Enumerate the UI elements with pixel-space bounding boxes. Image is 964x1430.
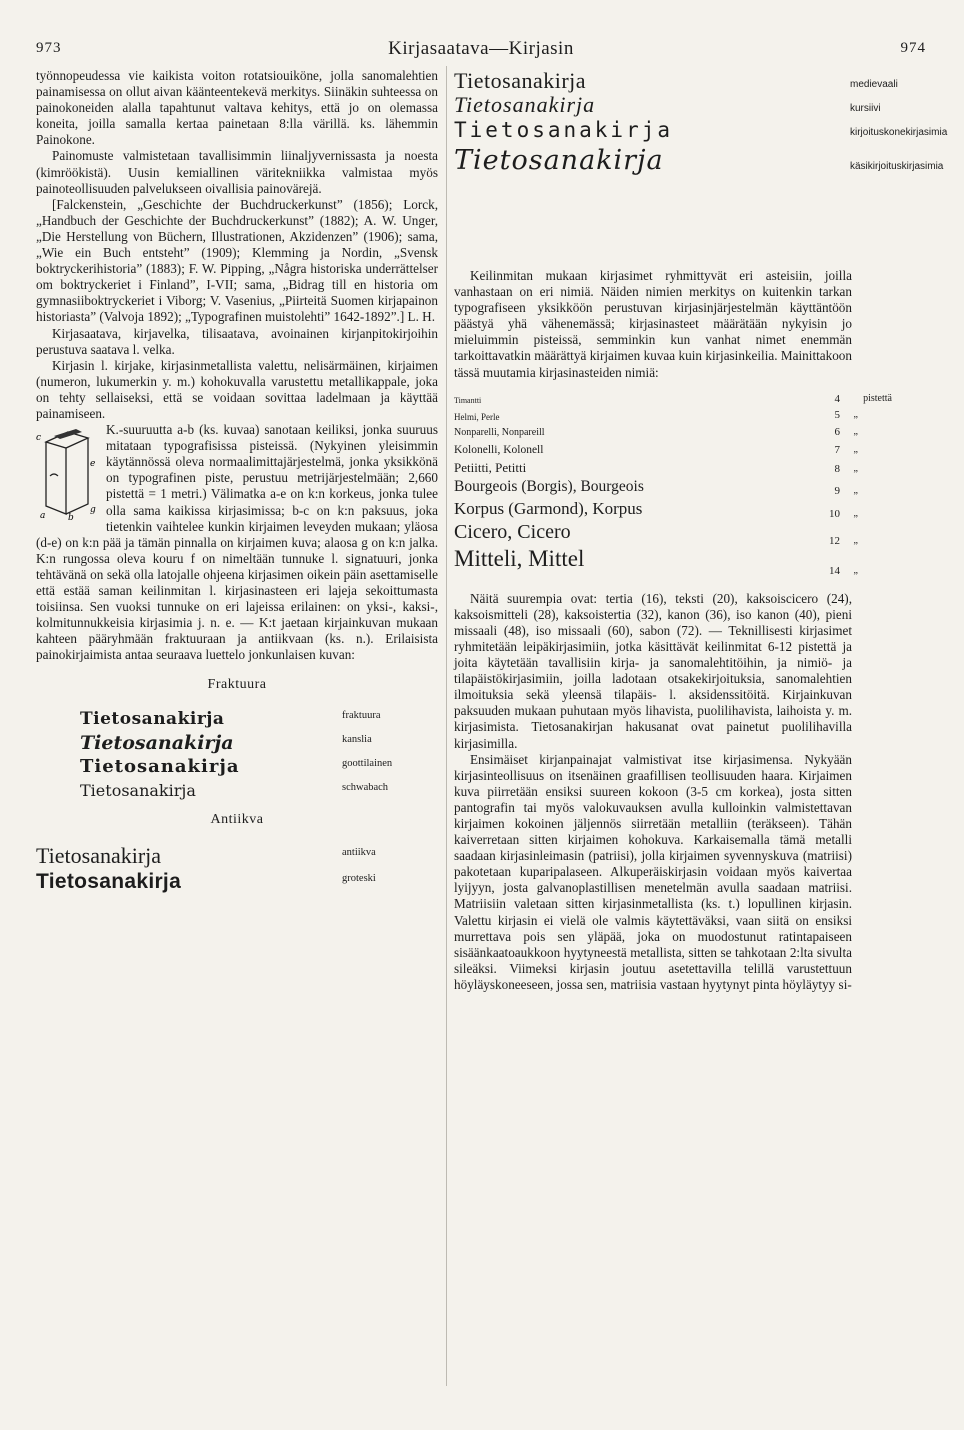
- size-points: 14: [829, 564, 840, 577]
- svg-text:g: g: [90, 505, 96, 516]
- fraktuura-heading: Fraktuura: [207, 677, 267, 693]
- kirjoituskone-sample: [454, 118, 948, 142]
- paragraph-type-parts: K.-suuruutta a-b (ks. kuvaa) sanotaan keiliksi, jonka suuruus mitataan typografisissa pisteissä. (Nykyinen yleisimmin käytännössä oleva normaalimittajärjestelmä, jonka yksikkönä on typografinen piste, perustuu metrijärjestelmään; 2,660 pistettä = 1 metri.) Välimatka a-e on k:n korkeus, jonka tulee olla sama kaikissa kirjasimissa; b-c on k:n paksuus, joka tietenkin vaihtelee kunkin kirjaimen leveyden mukaan; yläosa (d-e) on k:n pää ja tämän pinnalla on kirjaimen kuva; alaosa g on k:n jalka. K:n rungossa oleva kouru f on nimeltään tunnuke l. signatuuri, jonka tehtävänä on sekä olla latojalle ohjeena kirjasimen oikein päin asettamiselle että estää saman keilinmitan l. kirjasinasteen eri lajeja sekoittumasta toisiinsa. Sen vuoksi tunnuke on eri lajeissa erilainen: on yksi-, kaksi-, kolmitunnukkeisia kirjasimia j. n. e. — K:t jaetaan kirjainkuvan mukaan kahteen pääryhmään fraktuuraan ja antiikvaan (ks. n.). Erilaisista painokirjaimista antaa seuraava luettelo jonkunlaisen kuvan:: [36, 422, 438, 663]
- size-unit: „: [853, 507, 858, 519]
- size-label: Korpus (Garmond), Korpus: [454, 498, 643, 518]
- right-column: [454, 268, 892, 993]
- sample-label: groteski: [342, 872, 376, 884]
- sample-label: medievaali: [850, 79, 898, 90]
- size-row: [454, 392, 892, 409]
- size-label: Helmi, Perle: [454, 411, 500, 422]
- size-points: 10: [829, 507, 840, 520]
- size-label: Petiitti, Petitti: [454, 459, 527, 475]
- size-points: 6: [834, 425, 840, 438]
- size-label: Timantti: [454, 395, 482, 405]
- schwabach-sample: [80, 778, 438, 802]
- sample-label: kanslia: [342, 734, 372, 746]
- size-points: 7: [834, 443, 840, 456]
- groteski-sample: [36, 866, 438, 892]
- size-row: [454, 408, 858, 425]
- type-size-list: [454, 392, 892, 581]
- entry-kirjasin: Kirjasin l. kirjake, kirjasinmetallista valettu, nelisärmäinen, kirjaimen (numeron, lukumerkin y. m.) kohokuvalla varustettu metallikappale, joka on tehty sellaiseksi, että se voidaan sovittaa ladelmaan ja käyttää painamiseen.: [36, 357, 438, 421]
- fraktuura-sample: [80, 706, 438, 730]
- entry-kirjasaatava: Kirjasaatava, kirjavelka, tilisaatava, avoinainen kirjanpitokirjoihin perustuva saatava l. velka.: [36, 325, 438, 357]
- column-divider: [446, 66, 447, 1386]
- page-number-right: 974: [900, 40, 926, 56]
- svg-text:a: a: [40, 511, 46, 521]
- size-row: [454, 459, 858, 479]
- sample-text: Tietosanakirja: [36, 869, 182, 893]
- size-row: [454, 477, 858, 501]
- sample-label: kursiivi: [850, 103, 881, 114]
- size-unit: „: [853, 462, 858, 474]
- sample-label: antiikva: [342, 846, 376, 858]
- goottilainen-sample: [80, 754, 438, 778]
- type-piece-diagram: [36, 426, 100, 520]
- size-unit: „: [853, 443, 858, 455]
- kanslia-sample: [80, 730, 438, 754]
- svg-text:e: e: [90, 459, 96, 470]
- paragraph-type-founding: Ensimäiset kirjanpainajat valmistivat itse kirjasimensa. Nykyään kirjasinteollisuus on itsenäinen graafillisen teollisuuden haara. Kirjaimen kuva piirretään ensiksi suureen kokoon (3-5 cm korkea), josta sitten pantografin tai myös valokuvauksen avulla kulloinkin valmistettavan kirjaimen kokoinen jäljennös siirretään metalliin (teräkseen). Tähän kaiverretaan sitten kirjaimen kohokuva. Karkaisemalla tämä metalli saadaan kirjasinleimasin (patriisi), jolla kirjaimen syvennyskuva (matriisi) pakotetaan kuparipalaseen. Alkuperäiskirjasin voidaan myös kaivertaa lyijyyn, josta galvanoplastillisen menetelmän avulla saadaan matriisi. Matriisiin valetaan sitten kirjasinmetallista (ks. t.) lopullinen kirjasin. Valettu kirjasin ei vielä ole valmis käytettäväksi, vaan siitä on ensiksi murrettava pois sen yläpää, joka on muodostunut ratintapaiseen sisäänkaatoaukkoon hyytyneestä metallista, sitten se tahkotaan 2:lta sivulta sileäksi. Viimeksi kirjasin joutuu asetettavilla telillä varustettuun höyläyskoneeseen, jossa sen, matriisia vastaan hyytynyt pinta höyläytyy si-: [454, 751, 852, 992]
- size-points: 9: [834, 484, 840, 497]
- sample-text: Tietosanakirja: [454, 68, 587, 93]
- sample-text: Tietosanakirja: [454, 92, 596, 117]
- paragraph-bibliography: [Falckenstein, „Geschichte der Buchdruckerkunst” (1856); Lorck, „Handbuch der Geschichte der Buchdruckerkunst” (1882); A. W. Unger, „Die Herstellung von Büchern, Illustrationen, Akzidenzen” (1906); sama, „Wie ein Buch entsteht” (1909); Klemming ja Nordin, „Svensk boktryckerihistoria” (1883); F. W. Pipping, „Några historiska underrättelser om boktryckeriet i Finland”, I-VII; sama, „Bidrag till en historia om gymnasiiboktryckeriet i Viborg; V. Vasenius, „Piirteitä Suomen kirjapainon historiasta” (Valvoja 1892); „Typografinen muistolehti” 1642-1892”.] L. H.: [36, 196, 438, 325]
- size-unit: „: [853, 425, 858, 437]
- sample-text: Tietosanakirja: [36, 842, 162, 868]
- sample-label: goottilainen: [342, 758, 393, 770]
- page-number-left: 973: [36, 40, 62, 56]
- sample-label: käsikirjoituskirjasimia: [850, 161, 944, 172]
- size-unit: pistettä: [863, 392, 892, 404]
- size-unit: „: [853, 484, 858, 496]
- size-row: [454, 442, 858, 460]
- size-row: [454, 545, 858, 581]
- size-row: [454, 425, 858, 442]
- kursiivi-sample: [454, 94, 924, 118]
- left-column: [36, 68, 438, 892]
- sample-label: schwabach: [342, 782, 389, 794]
- sample-text: Tietosanakirja: [454, 118, 674, 142]
- size-unit: „: [853, 534, 858, 546]
- paragraph-printing-ink: Painomuste valmistetaan tavallisimmin liinaljyvernissasta ja noesta (kimröökistä). Uusin kemiallinen väritekniikka valmistaa myös painoteollisuuden palvelukseen oivallisia painovärejä.: [36, 148, 438, 196]
- medievaali-sample: [454, 70, 924, 94]
- sample-label: kirjoituskonekirjasimia: [850, 127, 948, 138]
- size-unit: „: [853, 408, 858, 420]
- sample-text: Tietosanakirja: [80, 781, 196, 801]
- size-label: Nonparelli, Nonpareill: [454, 426, 545, 438]
- sample-label: fraktuura: [342, 710, 381, 722]
- size-points: 12: [829, 534, 840, 547]
- paragraph-larger-sizes: Näitä suurempia ovat: tertia (16), teksti (20), kaksoiscicero (24), kaksoismitteli (28), kaksoistertia (32), kanon (36), iso kanon (40), pieni missaali (48), iso missaali (60), sabon (72). — Teknillisesti kirjasimet ryhmitetään leipäkirjasimiin, jotka käsittävät keilinmitat 6-12 pistettä ja joita käytetään tavallisiin kirja- ja sanomalehtitöihin, ja nimiö- ja tilapäistökirjasimiin, joilla ladotaan otsakekirjoituksia, sanomalehtien ilmoituksia sekä yleensä tilapäis- l. aksidenssitöitä. Kirjainkuvan paksuuden mukaan puhutaan myös lihavista, puolilihavista, laihoista y. m. kirjasimista. Tietosanakirjan hakusanat ovat painetut puolilihavilla kirjasimilla.: [454, 590, 852, 751]
- sample-text: Tietosanakirja: [80, 709, 225, 730]
- size-label: Bourgeois (Borgis), Bourgeois: [454, 477, 644, 495]
- sample-text: Tietosanakirja: [80, 756, 240, 778]
- size-label: Cicero, Cicero: [454, 520, 571, 543]
- kasikirjoitus-sample: [454, 142, 944, 176]
- antiikva-sample: [36, 840, 438, 866]
- typeface-samples: [454, 68, 948, 176]
- size-label: Kolonelli, Kolonell: [454, 443, 544, 456]
- size-points: 4: [834, 392, 840, 405]
- sample-text: Tietosanakirja: [454, 145, 664, 176]
- svg-text:c: c: [36, 433, 42, 444]
- page-header: [36, 40, 926, 60]
- size-unit: „: [853, 564, 858, 576]
- antiikva-heading: Antiikva: [210, 811, 264, 827]
- sample-text: Tietosanakirja: [80, 732, 234, 755]
- svg-text:b: b: [68, 513, 74, 521]
- running-title: Kirjasaatava—Kirjasin: [388, 38, 574, 59]
- size-label: Mitteli, Mittel: [454, 545, 585, 571]
- paragraph-rotation-press: työnnopeudessa vie kaikista voiton rotatsiouiköne, jolla sanomalehtien painamisessa on ollut aivan käänteentekevä merkitys. Siinäkin suhteessa on painokoneiden alalla tapahtunut valtava kehitys, että jo on olemassa koneita, joilla samalla kertaa painetaan 8:lla värillä. ks. lähemmin Painokone.: [36, 68, 438, 148]
- type-piece-drawing: [36, 426, 100, 520]
- size-points: 5: [834, 408, 840, 421]
- paragraph-type-sizes: Keilinmitan mukaan kirjasimet ryhmittyvät eri asteisiin, joilla vanhastaan on eri nimiä. Näiden nimien merkitys on kuitenkin tarkan typografiseen yksikköön perustuvan kirjasinjärjestelmän käyttäntöön päästyä yhä vähenemässä; kirjasinasteet määrätään nykyisin jo mieluimmin pisteissä, semminkin kun vanhat nimet enemmän tarkoittavatkin määrättyä kirjaimen kuvaa kuin kirjasinkeilia. Mainittakoon tässä muutamia kirjasinasteiden nimiä:: [454, 268, 852, 380]
- size-points: 8: [834, 462, 840, 475]
